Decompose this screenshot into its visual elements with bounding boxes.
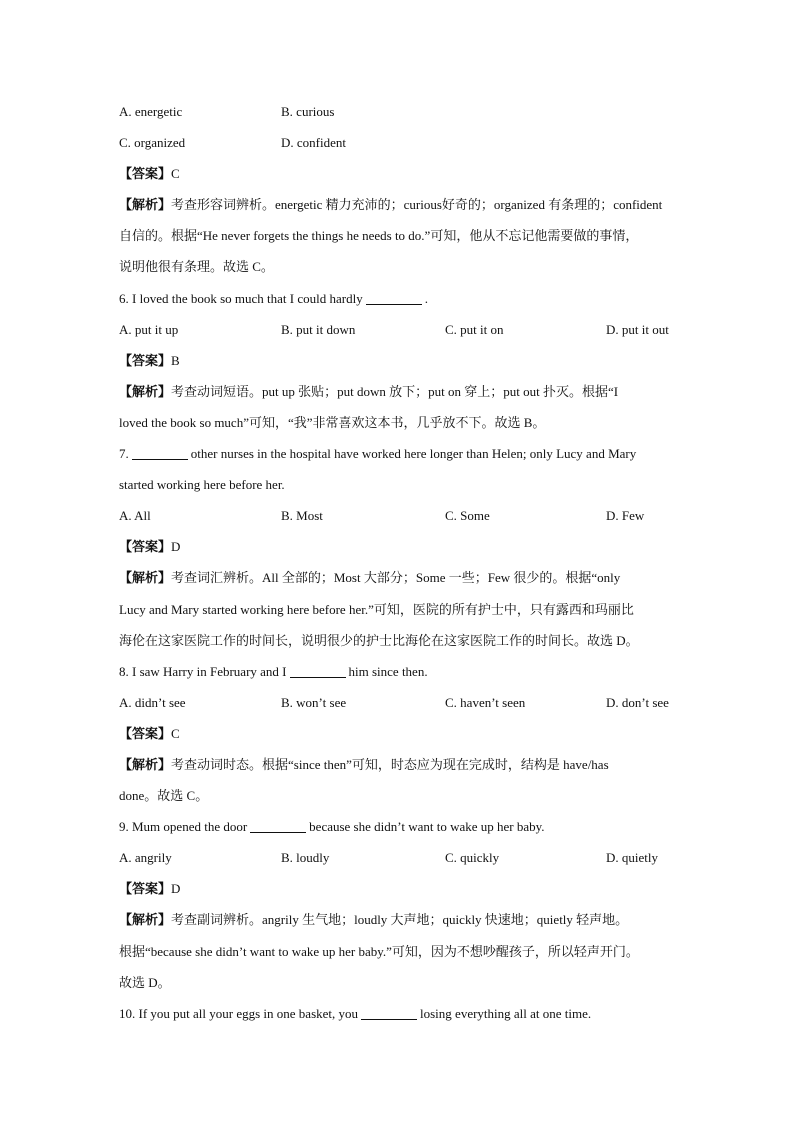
q8-stem-text: 8. I saw Harry in February and I xyxy=(119,663,287,679)
answer-blank xyxy=(132,445,188,460)
answer-tag: 【答案】 xyxy=(119,539,172,555)
analysis-tag: 【解析】 xyxy=(119,570,172,586)
q7-options-row xyxy=(119,500,689,531)
analysis-tag: 【解析】 xyxy=(119,197,172,213)
analysis-tag: 【解析】 xyxy=(119,912,172,928)
analysis-text: 考查词汇辨析。All 全部的；Most 大部分；Some 一些；Few 很少的。根据“only xyxy=(171,570,621,586)
q7-analysis-line-3: 海伦在这家医院工作的时间长，说明很少的护士比海伦在这家医院工作的时间长。故选 D。 xyxy=(119,632,639,648)
q9-stem xyxy=(119,811,689,842)
q8-analysis-line-2: done。故选 C。 xyxy=(119,788,209,804)
q6-answer xyxy=(119,345,689,376)
analysis-tag: 【解析】 xyxy=(119,756,172,772)
analysis-text: 考查形容词辨析。energetic 精力充沛的；curious好奇的；organized 有条理的；confident xyxy=(171,197,663,213)
answer-tag: 【答案】 xyxy=(119,881,172,897)
q6-stem-end: . xyxy=(424,290,428,306)
q5-option-a: A. energetic xyxy=(119,104,183,119)
q9-options-row xyxy=(119,842,689,873)
q9-analysis-line-3: 故选 D。 xyxy=(119,974,171,990)
q6-stem xyxy=(119,283,689,314)
q5-options-row-2 xyxy=(119,127,689,158)
q6-options-row xyxy=(119,314,689,345)
q8-option-a: A. didn’t see xyxy=(119,694,186,710)
q5-options-row-1 xyxy=(119,96,689,127)
q5-analysis-line-1 xyxy=(119,189,689,220)
q9-analysis-line-1 xyxy=(119,904,689,935)
q6-stem-text: 6. I loved the book so much that I could hardly xyxy=(119,290,363,306)
answer-value: D xyxy=(171,881,181,897)
q9-analysis-line-2: 根据“because she didn’t want to wake up her baby.”可知，因为不想吵醒孩子，所以轻声开门。 xyxy=(119,943,639,959)
q5-option-b: B. curious xyxy=(281,104,335,119)
answer-tag: 【答案】 xyxy=(119,725,172,741)
q8-option-c: C. haven’t seen xyxy=(445,694,526,710)
q8-answer xyxy=(119,718,689,749)
q8-options-row xyxy=(119,687,689,718)
q7-stem-text: other nurses in the hospital have worked here longer than Helen; only Lucy and Mary xyxy=(190,446,637,462)
q8-option-b: B. won’t see xyxy=(281,694,347,710)
q6-analysis-line-1 xyxy=(119,376,689,407)
analysis-tag: 【解析】 xyxy=(119,383,172,399)
document-page xyxy=(119,96,689,1029)
q10-stem-text: 10. If you put all your eggs in one basket, you xyxy=(119,1005,359,1021)
q5-analysis-line-3: 说明他很有条理。故选 C。 xyxy=(119,259,274,275)
q7-option-d: D. Few xyxy=(606,508,645,524)
q5-answer xyxy=(119,158,689,189)
q7-stem-number: 7. xyxy=(119,446,129,462)
answer-blank xyxy=(361,1005,417,1020)
answer-tag: 【答案】 xyxy=(119,166,172,182)
answer-blank xyxy=(290,663,346,678)
q7-option-b: B. Most xyxy=(281,508,323,524)
q8-analysis-line-1 xyxy=(119,749,689,780)
q8-option-d: D. don’t see xyxy=(606,694,669,710)
q7-analysis-line-2: Lucy and Mary started working here before her.”可知，医院的所有护士中，只有露西和玛丽比 xyxy=(119,601,634,617)
answer-value: C xyxy=(171,166,180,182)
analysis-text: 考查副词辨析。angrily 生气地；loudly 大声地；quickly 快速地；quietly 轻声地。 xyxy=(171,912,629,928)
answer-blank xyxy=(250,818,306,833)
answer-value: D xyxy=(171,539,181,555)
q7-analysis-line-1 xyxy=(119,562,689,593)
q7-answer xyxy=(119,531,689,562)
answer-value: B xyxy=(171,352,180,368)
q10-stem xyxy=(119,998,689,1029)
q6-option-c: C. put it on xyxy=(445,321,504,337)
q5-option-d: D. confident xyxy=(281,135,346,151)
q6-option-d: D. put it out xyxy=(606,321,669,337)
q9-option-b: B. loudly xyxy=(281,850,330,866)
q9-option-d: D. quietly xyxy=(606,850,658,866)
q8-stem-end: him since then. xyxy=(348,663,428,679)
q5-analysis-line-2: 自信的。根据“He never forgets the things he needs to do.”可知，他从不忘记他需要做的事情， xyxy=(119,228,639,244)
q7-option-a: A. All xyxy=(119,508,151,524)
q7-stem-line-2: started working here before her. xyxy=(119,477,285,493)
q6-option-a: A. put it up xyxy=(119,321,179,337)
q10-stem-end: losing everything all at one time. xyxy=(420,1005,592,1021)
answer-value: C xyxy=(171,725,180,741)
q9-option-c: C. quickly xyxy=(445,850,500,866)
analysis-text: 考查动词短语。put up 张贴；put down 放下；put on 穿上；put out 扑灭。根据“I xyxy=(171,383,619,399)
answer-tag: 【答案】 xyxy=(119,352,172,368)
q6-option-b: B. put it down xyxy=(281,321,356,337)
q6-analysis-line-2: loved the book so much”可知，“我”非常喜欢这本书，几乎放不下。故选 B。 xyxy=(119,414,546,430)
analysis-text: 考查动词时态。根据“since then”可知，时态应为现在完成时，结构是 have/has xyxy=(171,756,609,772)
q5-option-c: C. organized xyxy=(119,135,186,151)
q7-stem xyxy=(119,438,689,469)
q9-stem-end: because she didn’t want to wake up her baby. xyxy=(309,819,545,835)
q8-stem xyxy=(119,656,689,687)
q9-option-a: A. angrily xyxy=(119,850,172,866)
q9-stem-text: 9. Mum opened the door xyxy=(119,819,248,835)
answer-blank xyxy=(366,290,422,305)
q7-option-c: C. Some xyxy=(445,508,490,524)
q9-answer xyxy=(119,873,689,904)
